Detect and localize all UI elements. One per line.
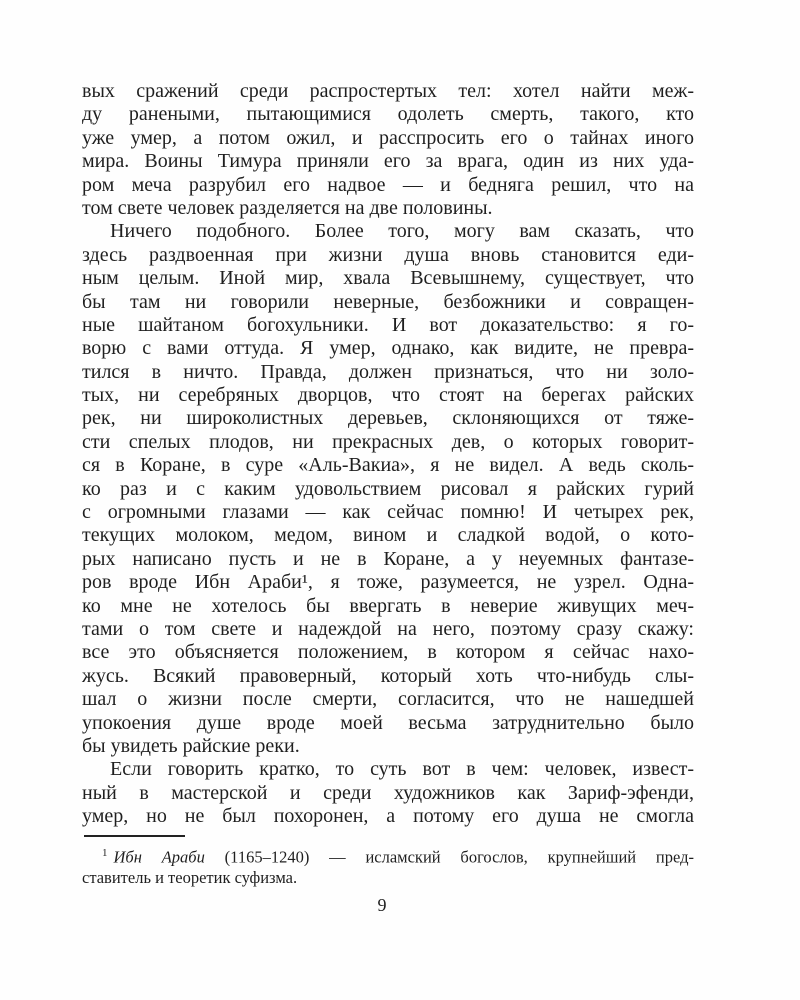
text-line: Если говорить кратко, то суть вот в чем: человек, извест-: [110, 758, 694, 781]
body-text: [82, 80, 694, 829]
text-line: уже умер, а потом ожил, и расспросить его о тайнах иного: [82, 126, 694, 149]
text-line: ко раз и с каким удовольствием рисовал я райских гурий: [82, 477, 694, 500]
text-line: рых написано пусть и не в Коране, а у неуемных фантазе-: [82, 547, 694, 570]
text-line: с огромными глазами — как сейчас помню! И четырех рек,: [82, 501, 694, 524]
text-line: умер, но не был похоронен, а потому его душа не смогла: [82, 805, 694, 828]
text-line: бы увидеть райские реки.: [82, 734, 300, 757]
text-line: ворю с вами оттуда. Я умер, однако, как видите, не превра-: [82, 337, 694, 360]
text-line: текущих молоком, медом, вином и сладкой водой, о кото-: [82, 524, 694, 547]
text-line: рек, ни широколистных деревьев, склоняющихся от тяже-: [82, 407, 694, 430]
page-number: 9: [377, 895, 387, 915]
text-line: ду ранеными, пытающимися одолеть смерть, такого, кто: [82, 103, 694, 126]
text-line: Ничего подобного. Более того, могу вам сказать, что: [110, 220, 694, 243]
text-line: ные шайтаном богохульники. И вот доказательство: я го-: [82, 313, 694, 336]
text-line: бы там ни говорили неверные, безбожники и совращен-: [82, 290, 694, 313]
text-line: сти спелых плодов, ни прекрасных дев, о которых говорит-: [82, 430, 694, 453]
text-line: ся в Коране, в суре «Аль-Вакиа», я не видел. А ведь сколь-: [82, 454, 694, 477]
footnote-line: [82, 843, 694, 868]
text-line: том свете человек разделяется на две половины.: [82, 196, 493, 219]
text-line: мира. Воины Тимура приняли его за врага, один из них уда-: [82, 150, 694, 173]
text-line: тами о том свете и надеждой на него, поэтому сразу скажу:: [82, 617, 694, 640]
text-line: тых, ни серебряных дворцов, что стоят на берегах райских: [82, 384, 694, 407]
text-line: все это объясняется положением, в котором я сейчас нахо-: [82, 641, 694, 664]
text-line: вых сражений среди распростертых тел: хотел найти меж-: [82, 80, 694, 102]
text-line: шал о жизни после смерти, согласится, что не нашедшей: [82, 688, 694, 711]
text-line: тился в ничто. Правда, должен признаться, что ни золо-: [82, 360, 694, 383]
text-line: ко мне не хотелось бы ввергать в неверие живущих меч-: [82, 594, 694, 617]
text-line: ным целым. Иной мир, хвала Всевышнему, существует, что: [82, 267, 694, 290]
footnote: [82, 843, 694, 889]
text-line: упокоения душе вроде моей весьма затруднительно было: [82, 711, 694, 734]
footnote-term: Ибн Араби: [113, 847, 205, 867]
footnote-marker: 1: [102, 847, 108, 859]
text-line: ный в мастерской и среди художников как Зариф-эфенди,: [82, 781, 694, 804]
text-line: здесь раздвоенная при жизни душа вновь становится еди-: [82, 243, 694, 266]
text-line: жусь. Всякий правоверный, который хоть что-нибудь слы-: [82, 664, 694, 687]
text-line: ров вроде Ибн Араби¹, я тоже, разумеется, не узрел. Одна-: [82, 571, 694, 594]
footnote-line: ставитель и теоретик суфизма.: [82, 868, 298, 887]
text-line: ром меча разрубил его надвое — и бедняга решил, что на: [82, 173, 694, 196]
footnote-text: (1165–1240) — исламский богослов, крупнейший пред-: [204, 847, 695, 867]
footnote-separator: [84, 835, 185, 837]
